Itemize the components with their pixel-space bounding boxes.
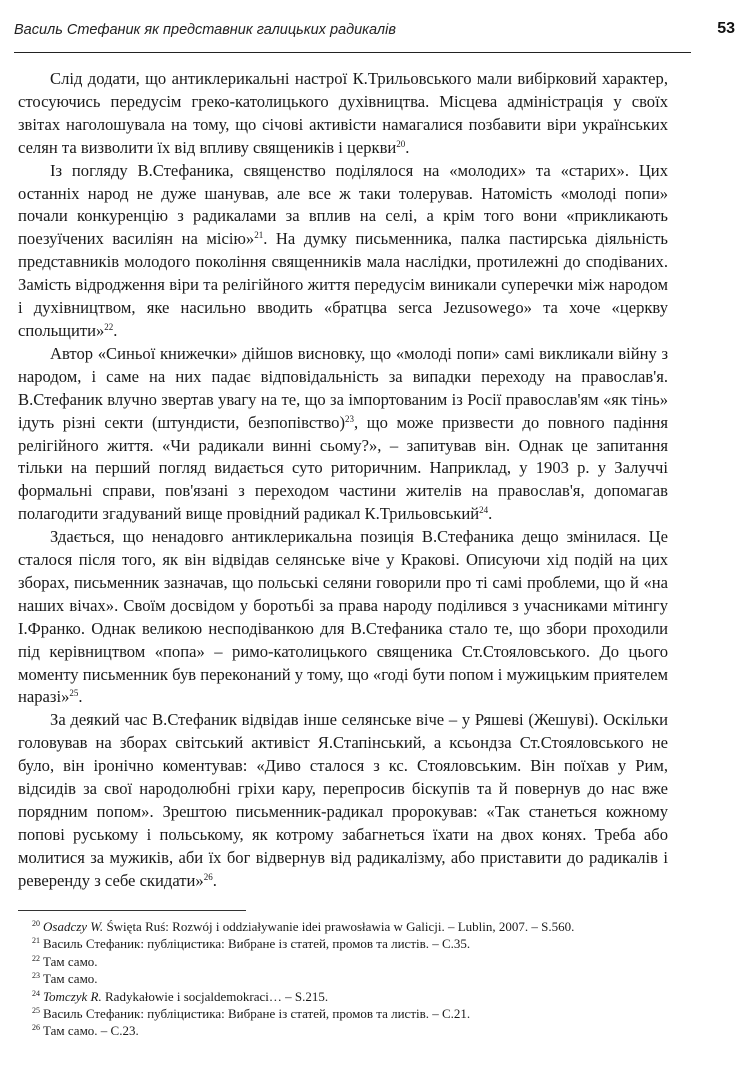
paragraph-2: Із погляду В.Стефаника, священство поділялося на «молодих» та «старих». Цих останніх народ не дуже шанував, але все ж таки толерував. Натомість «молоді попи» почали конкуренцію з радикалами за вплив на селі, а крім того вони «прикликають поезуїчених василіян на місію»$^{21}$. На думку письменника, палка пастирська діяльність представників молодого покоління священників мала наслідки, протилежні до сподіваних. Замість відродження віри та релігійного життя передусім виникали суперечки між народом і духівництвом, яке насильно вводить «братцва serca Jezusowego» та хоче «церкву спольщити»$^{22}$. xyxy=(18,160,668,340)
footnote-ref: 24 xyxy=(479,505,489,516)
footnote-ref: 22 xyxy=(104,321,114,332)
paragraph-1: Слід додати, що антиклерикальні настрої К.Трильовського мали вибірковий характер, стосуючись передусім греко-католицького духівництва. Місцева адміністрація у своїх звітах наголошувала на тому, що січові активісти намагалися позбавити віри українських селян та визволити їх від впливу священиків і церкви$^{20}$. xyxy=(18,69,668,157)
footnote-25: $^{25}$ Василь Стефаник: публіцистика: Вибране із статей, промов та листів. – С.21. xyxy=(32,1006,471,1022)
page-number: 53 xyxy=(717,20,735,37)
footnote-ref: 25 xyxy=(69,688,79,699)
footnote-ref: 20 xyxy=(396,138,406,149)
paragraph-4: Здається, що ненадовго антиклерикальна позиція В.Стефаника дещо змінилася. Це сталося після того, як він відвідав селянське віче у Кракові. Описуючи хід подій на цих зборах, письменник зазначав, що польські селяни говорили про ті самі проблеми, що й «на наших вічах». Своїм досвідом у боротьбі за права народу поділився з учасниками мітингу І.Франко. Однак великою несподіванкою для В.Стефаника стало те, що збори проходили під керівництвом «попа» – римо-католицького священика Ст.Стояловського. До цього моменту письменник був переконаний у тому, що «годі бути попом і мужицьким приятелем наразі»$^{25}$. xyxy=(18,527,668,707)
footnote-22: $^{22}$ Там само. xyxy=(32,953,98,969)
footnote-ref: 23 xyxy=(345,413,354,424)
paragraph-5: За деякий час В.Стефаник відвідав інше селянське віче – у Ряшеві (Жешуві). Оскільки головував на зборах світський активіст Я.Стапінський, а ксьондза Ст.Стояловського не було, він іронічно коментував: «Диво сталося з кс. Стояловським. Він поїхав у Рим, відсидів за свої народолюбні гріхи кару, перепросив біскупів та й повернув до нас вже порядним попом». Зрештою письменник-радикал пророкував: «Так станеться кожному попові руському і польському, як котрому забагнеться їхати на двох конях. Треба або молитися за мужиків, аби їх бог відвернув від радикалізму, або приставити до радикалів і реверенду з себе скидати»$^{26}$. xyxy=(18,710,668,890)
footnote-24: $^{24}$ Tomczyk R. Radykałowie i socjaldemokraci… – S.215. xyxy=(32,988,329,1004)
footnotes xyxy=(18,918,668,1040)
footnote-26: $^{26}$ Там само. – С.23. xyxy=(32,1023,139,1039)
footnote-23: $^{23}$ Там само. xyxy=(32,971,98,987)
running-title: Василь Стефаник як представник галицьких радикалів xyxy=(14,22,396,38)
footnote-ref: 21 xyxy=(254,230,264,241)
footnote-ref: 26 xyxy=(203,871,213,882)
body-text xyxy=(18,68,668,893)
footnote-divider xyxy=(18,910,246,911)
running-header xyxy=(14,14,735,53)
paragraph-3: Автор «Синьої книжечки» дійшов висновку, що «молоді попи» самі викликали війну з народом, і саме на них падає відповідальність за випадки переходу на православ'я. В.Стефаник влучно звертав увагу на те, що за імпортованим із Росії православ'ям «як тінь» ідуть різні секти (штундисти, безпопівство)$^{23}$, що може призвести до повного падіння релігійного життя. «Чи радикали винні сьому?», – запитував він. Однак це запитання тільки на перший погляд видається суто риторичним. Наприклад, у 1903 р. у Залуччі формальні справи, пов'язані з переходом частини жителів на православ'я, допомагав полагодити згадуваний вище провідний радикал К.Трильовський$^{24}$. xyxy=(18,343,668,524)
footnote-20: $^{20}$ Osadczy W. Święta Ruś: Rozwój i oddziaływanie idei prawosławia w Galicji. – Lublin, 2007. – S.560. xyxy=(32,919,575,934)
footnote-21: $^{21}$ Василь Стефаник: публіцистика: Вибране із статей, промов та листів. – С.35. xyxy=(32,936,471,952)
